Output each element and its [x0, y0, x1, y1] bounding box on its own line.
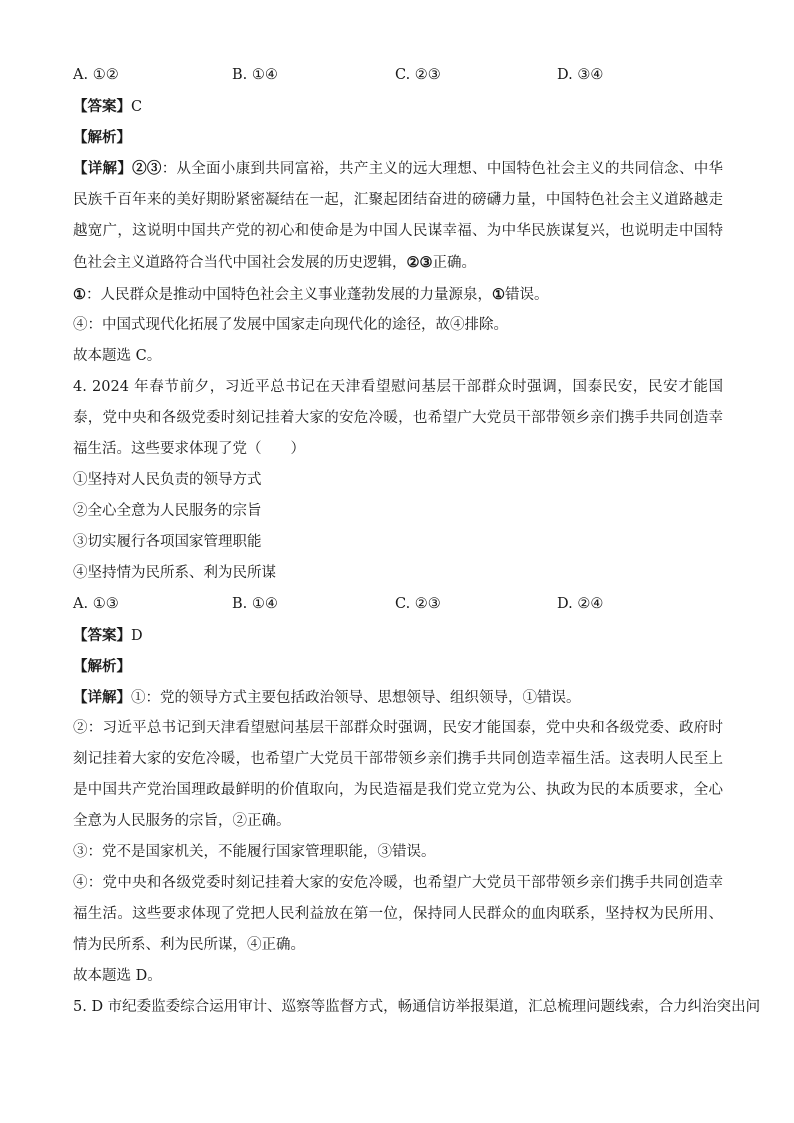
q4-detail-1: [73, 682, 723, 713]
document-page: [73, 60, 761, 1023]
q3-p1-tail: 错误。: [505, 287, 549, 303]
q3-detail-text: ：从全面小康到共同富裕，共产主义的远大理想、中国特色社会主义的共同信念、中华民族千百年来的美好期盼紧密凝结在一起，汇聚起团结奋进的磅礴力量，中国特色社会主义道路越走越宽广，这说明中国共产党的初心和使命是为中国人民谋幸福、为中华民族谋复兴，也说明走中国特色社会主义道路符合当代中国社会发展的历史逻辑，: [73, 161, 724, 271]
q3-option-c: C. ②③: [395, 67, 441, 83]
q4-detail-4: ④：党中央和各级党委时刻记挂着大家的安危冷暖，也希望广大党员干部带领乡亲们携手共同创造幸福生活。这些要求体现了党把人民利益放在第一位，保持同人民群众的血肉联系，坚持权为民所用、情为民所系、利为民所谋，④正确。: [73, 875, 723, 953]
q4-detail-3: ③：党不是国家机关，不能履行国家管理职能，③错误。: [73, 844, 436, 860]
q4-detail-1-text: ①：党的领导方式主要包括政治领导、思想领导、组织领导，①错误。: [131, 690, 581, 706]
q5-stem: 5. D 市纪委监委综合运用审计、巡察等监督方式，畅通信访举报渠道，汇总梳理问题线索，合力纠治突出问: [73, 999, 761, 1015]
q4-option-c: C. ②③: [395, 596, 441, 612]
q4-detail-2: ②：习近平总书记到天津看望慰问基层干部群众时强调，民安才能国泰，党中央和各级党委、政府时刻记挂着大家的安危冷暖，也希望广大党员干部带领乡亲们携手共同创造幸福生活。这表明人民至上是中国共产党治国理政最鲜明的价值取向，为民造福是我们党立党为公、执政为民的本质要求，全心全意为人民服务的宗旨，②正确。: [73, 720, 723, 829]
q4-answer-tag: 【答案】: [73, 627, 131, 644]
q3-analysis-heading: [73, 122, 723, 153]
q3-detail-lead: ②③: [132, 160, 162, 177]
q4-answer: [73, 620, 723, 651]
q3-option-b: B. ①④: [232, 67, 278, 83]
q4-analysis-tag: 【解析】: [73, 658, 131, 675]
q3-point-4: ④：中国式现代化拓展了发展中国家走向现代化的途径，故④排除。: [73, 317, 508, 333]
q3-option-d: D. ③④: [557, 67, 604, 83]
q3-answer-value: C: [131, 99, 143, 115]
q3-detail-tag: 【详解】: [73, 160, 133, 177]
q4-option-a: A. ①③: [73, 596, 119, 612]
q3-detail-tail: 正确。: [432, 255, 476, 271]
q3-p1-end: ①: [492, 286, 505, 303]
q3-answer-tag: 【答案】: [73, 98, 131, 115]
q3-option-a: A. ①②: [73, 67, 119, 83]
q4-item-3: ③切实履行各项国家管理职能: [73, 534, 262, 550]
q4-option-b: B. ①④: [232, 596, 278, 612]
q4-conclusion: 故本题选 D。: [73, 968, 162, 984]
q4-analysis-heading: [73, 651, 723, 682]
q3-analysis-tag: 【解析】: [73, 129, 131, 146]
q4-answer-value: D: [131, 628, 143, 644]
q3-conclusion: 故本题选 C。: [73, 348, 162, 364]
q4-options: [73, 589, 723, 620]
q3-options: [73, 60, 723, 91]
q3-point-1: [73, 279, 723, 310]
q4-stem: 4. 2024 年春节前夕，习近平总书记在天津看望慰问基层干部群众时强调，国泰民安，民安才能国泰，党中央和各级党委时刻记挂着大家的安危冷暖，也希望广大党员干部带领乡亲们携手共同创造幸福生活。这些要求体现了党（ ）: [73, 379, 723, 457]
q3-detail-end: ②③: [406, 254, 433, 271]
q3-p1-text: ：人民群众是推动中国特色社会主义事业蓬勃发展的力量源泉，: [86, 287, 492, 303]
q3-detail-paragraph: [73, 153, 723, 279]
q4-item-4: ④坚持情为民所系、利为民所谋: [73, 565, 276, 581]
q4-option-d: D. ②④: [557, 596, 604, 612]
q3-answer: [73, 91, 723, 122]
q4-detail-tag: 【详解】: [73, 689, 131, 706]
q3-p1-lead: ①: [73, 286, 86, 303]
q4-item-2: ②全心全意为人民服务的宗旨: [73, 503, 262, 519]
q4-item-1: ①坚持对人民负责的领导方式: [73, 472, 262, 488]
